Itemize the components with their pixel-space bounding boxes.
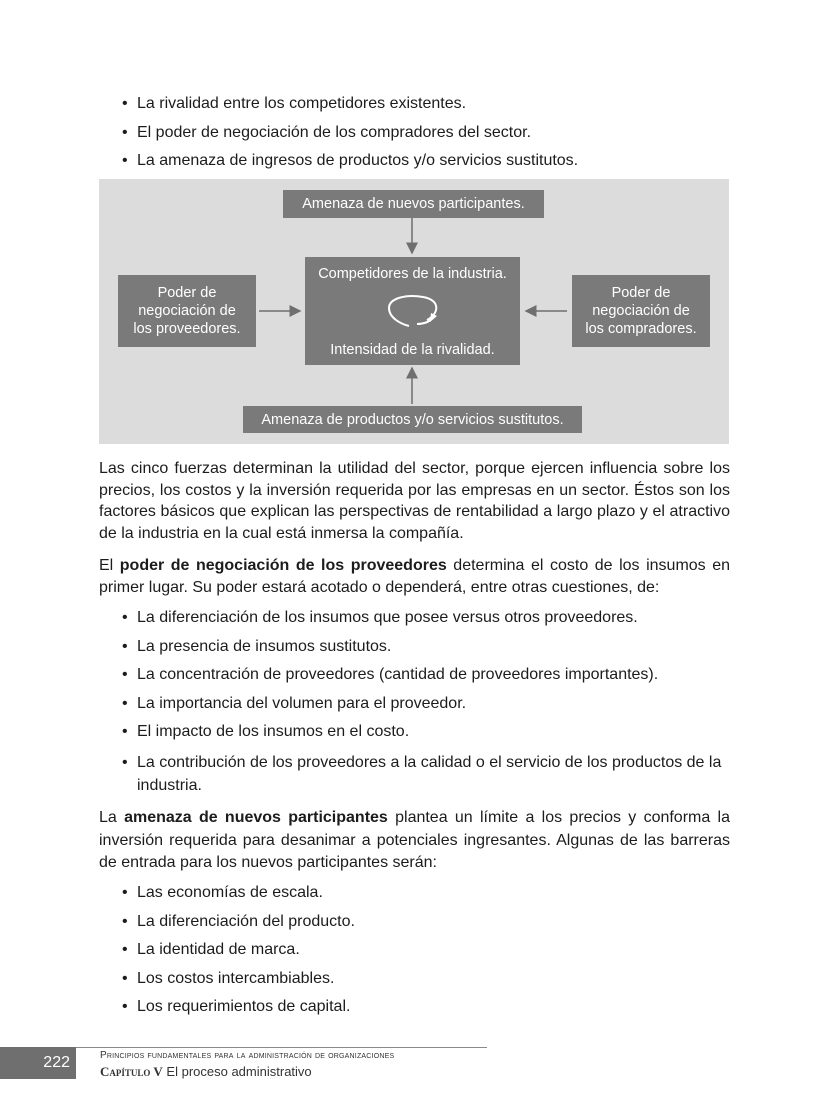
substitutes-label: Amenaza de productos y/o servicios sustitutos. — [261, 411, 564, 428]
list-item: • La identidad de marca. — [122, 940, 355, 960]
paragraph-lead: El — [99, 557, 120, 574]
supplier-power-paragraph — [99, 555, 730, 598]
buyers-line: los compradores. — [585, 321, 697, 337]
new-entrants-paragraph — [99, 807, 730, 875]
five-forces-paragraph: Las cinco fuerzas determinan la utilidad del sector, porque ejercen influencia sobre los precios, los costos y la inversión requerida por las empresas en un sector. Éstos son los factores básicos que explican las perspectivas de rentabilidad a largo plazo y el atractivo de la industria en la cual está inmersa la compañía. — [99, 460, 730, 542]
list-item: • El impacto de los insumos en el costo. — [122, 722, 730, 742]
competitors-box — [305, 257, 520, 365]
list-item: • Los requerimientos de capital. — [122, 997, 355, 1017]
chapter-label: Capítulo V — [100, 1064, 163, 1079]
paragraph-lead: La — [99, 809, 125, 826]
suppliers-line: negociación de — [138, 303, 236, 319]
supplier-bullet-list — [122, 608, 730, 805]
buyers-line: Poder de — [611, 285, 671, 301]
book-title: Principios fundamentales para la administración de organizaciones — [100, 1050, 395, 1061]
list-item: • La rivalidad entre los competidores existentes. — [122, 94, 578, 114]
list-item: • La diferenciación de los insumos que posee versus otros proveedores. — [122, 608, 730, 628]
new-entrants-box — [283, 190, 544, 218]
list-item: • La importancia del volumen para el proveedor. — [122, 694, 730, 714]
chapter-title: El proceso administrativo — [166, 1064, 312, 1079]
list-item: • La diferenciación del producto. — [122, 912, 355, 932]
suppliers-box — [118, 275, 256, 347]
paragraph-rest: plantea un límite a los precios y conforma la inversión requerida para desanimar a potenciales ingresantes. Algunas de las barreras de entrada para los nuevos participantes serán: — [99, 809, 731, 871]
paragraph-rest: determina el costo de los insumos en primer lugar. Su poder estará acotado o dependerá, entre otras cuestiones, de: — [99, 557, 730, 596]
suppliers-line: Poder de — [157, 285, 217, 301]
competitors-title: Competidores de la industria. — [318, 266, 507, 282]
chapter-line — [100, 1064, 312, 1080]
rivalry-caption: Intensidad de la rivalidad. — [330, 342, 495, 358]
list-item: • El poder de negociación de los compradores del sector. — [122, 123, 578, 143]
buyers-line: negociación de — [592, 303, 690, 319]
entrant-bullet-list — [122, 883, 355, 1026]
substitutes-box — [243, 406, 582, 433]
list-item: • La contribución de los proveedores a la calidad o el servicio de los productos de la industria. — [122, 751, 730, 797]
list-item: • La concentración de proveedores (cantidad de proveedores importantes). — [122, 665, 730, 685]
list-item: • Las economías de escala. — [122, 883, 355, 903]
page-number — [0, 1047, 76, 1079]
buyers-box — [572, 275, 710, 347]
page-number-label: 222 — [43, 1054, 70, 1071]
new-entrants-label: Amenaza de nuevos participantes. — [302, 196, 525, 212]
suppliers-line: los proveedores. — [133, 321, 241, 337]
intro-bullet-list — [122, 94, 578, 180]
list-item: • Los costos intercambiables. — [122, 969, 355, 989]
new-entrants-term: amenaza de nuevos participantes — [124, 809, 388, 826]
supplier-power-term: poder de negociación de los proveedores — [119, 557, 447, 574]
rivalry-cycle-icon — [383, 294, 443, 330]
footer-divider — [76, 1047, 487, 1048]
list-item: • La amenaza de ingresos de productos y/o servicios sustitutos. — [122, 151, 578, 171]
list-item: • La presencia de insumos sustitutos. — [122, 637, 730, 657]
five-forces-diagram — [99, 179, 729, 444]
